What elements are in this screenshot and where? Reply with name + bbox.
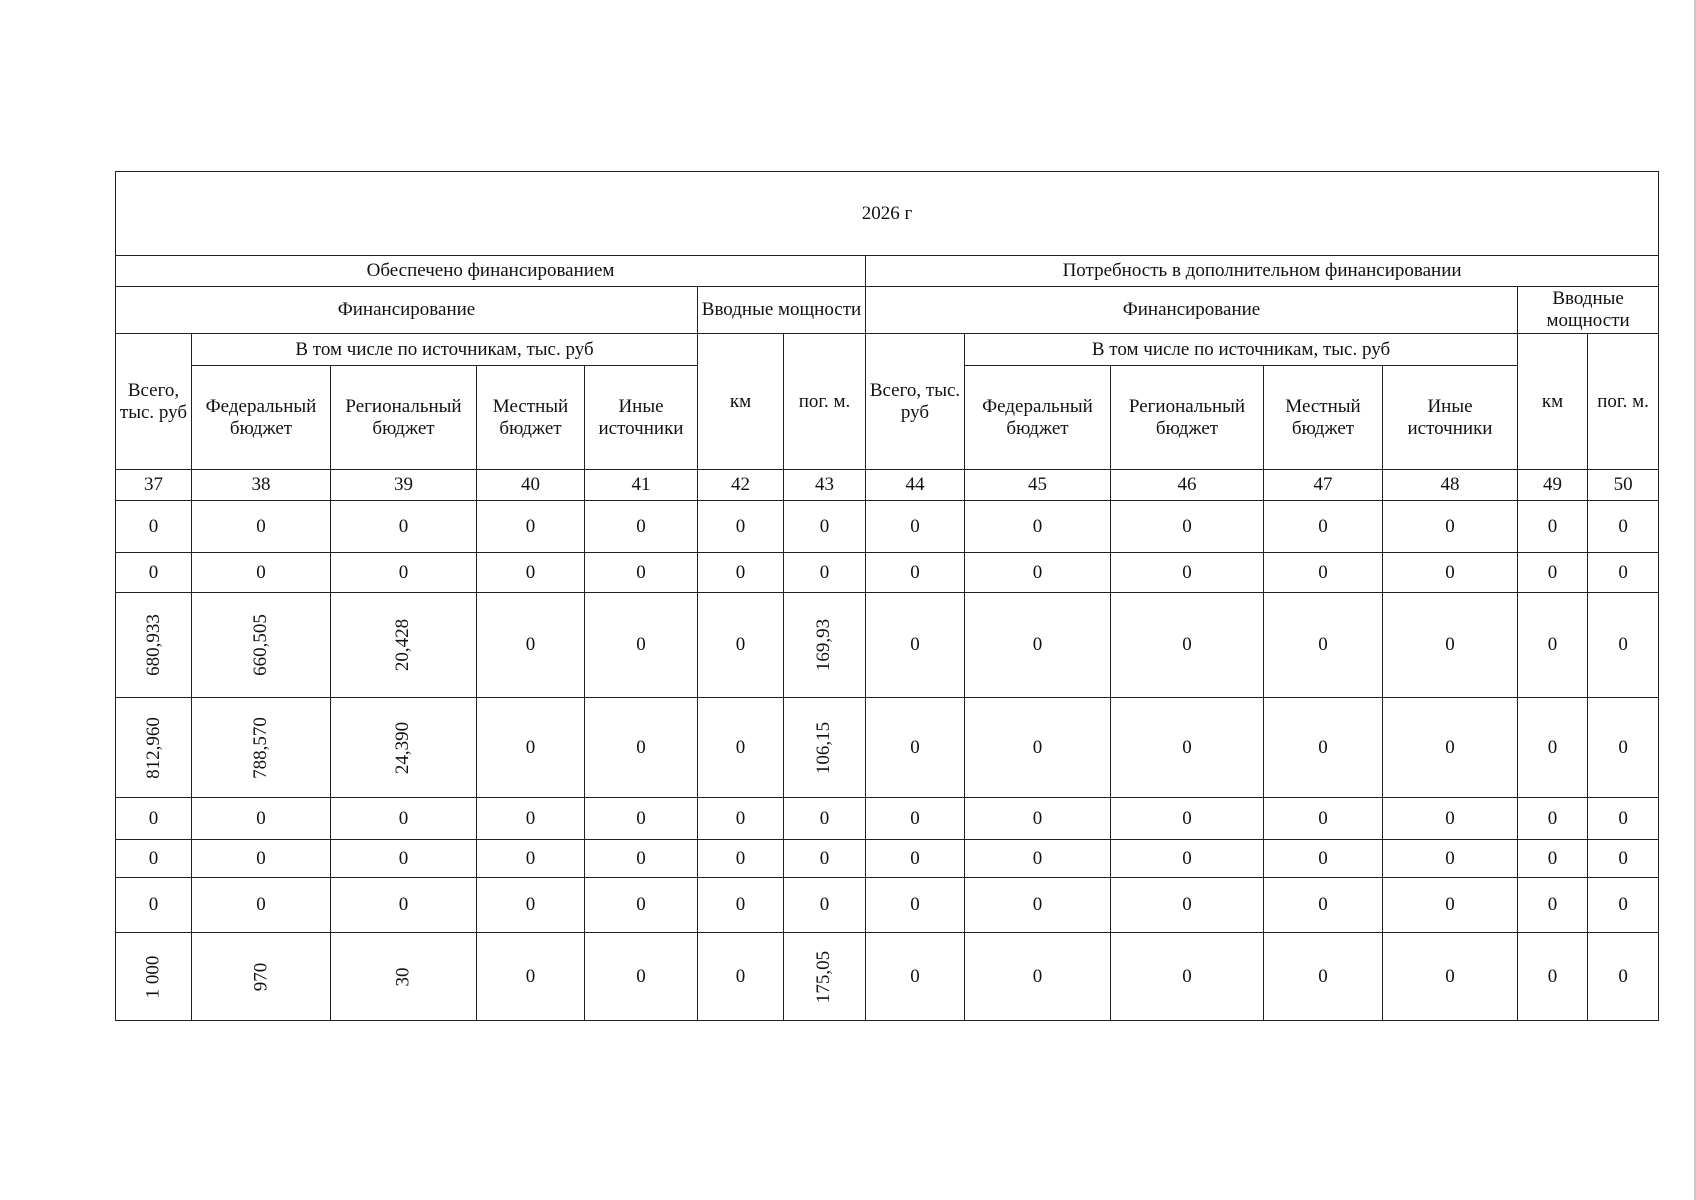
table-cell — [331, 501, 477, 553]
cell-value: 0 — [525, 965, 536, 987]
cell-value: 0 — [525, 847, 536, 869]
table-cell — [116, 878, 192, 933]
table-cell — [784, 501, 866, 553]
group-need: Потребность в дополнительном финансировании — [866, 256, 1659, 287]
cell-value: 0 — [819, 807, 830, 829]
cell-value: 0 — [910, 736, 920, 758]
cell-value: 0 — [1445, 894, 1455, 915]
cell-value: 0 — [735, 894, 746, 915]
table-cell — [1111, 933, 1264, 1021]
table-cell — [784, 798, 866, 840]
table-cell — [116, 501, 192, 553]
cell-value: 660,505 — [250, 614, 271, 676]
group-row — [116, 256, 1659, 287]
cell-value: 0 — [819, 847, 830, 869]
table-cell — [192, 698, 331, 798]
table-cell — [192, 553, 331, 593]
table-cell — [1518, 553, 1588, 593]
table-row — [116, 798, 1659, 840]
cell-value: 0 — [1032, 634, 1043, 655]
cell-value: 0 — [1618, 634, 1628, 655]
table-cell — [477, 878, 585, 933]
cell-value: 0 — [1547, 634, 1558, 655]
table-cell — [116, 698, 192, 798]
cell-value: 0 — [1318, 847, 1328, 869]
cell-value: 0 — [1445, 807, 1455, 829]
table-cell — [1383, 798, 1518, 840]
table-row — [116, 840, 1659, 878]
capacity-right: Вводные мощности — [1518, 287, 1659, 334]
table-cell — [965, 840, 1111, 878]
table-cell — [192, 593, 331, 698]
cell-value: 0 — [636, 965, 646, 987]
table-row — [116, 593, 1659, 698]
cell-value: 680,933 — [142, 614, 164, 676]
cell-value: 106,15 — [813, 721, 835, 774]
cell-value: 0 — [636, 561, 646, 583]
col-local: Местный бюджет — [477, 366, 585, 470]
table-cell — [1518, 501, 1588, 553]
table-cell — [331, 593, 477, 698]
table-cell — [698, 501, 784, 553]
cell-value: 0 — [1445, 515, 1455, 537]
col-other: Иные источники — [585, 366, 698, 470]
table-cell — [331, 698, 477, 798]
cell-value: 0 — [1618, 807, 1628, 829]
by-sources-right: В том числе по источникам, тыс. руб — [965, 334, 1518, 366]
cell-value: 0 — [525, 561, 536, 583]
table-cell — [192, 798, 331, 840]
cell-value: 0 — [1182, 634, 1192, 655]
cell-value: 0 — [1032, 894, 1043, 915]
cell-value: 0 — [1618, 515, 1628, 537]
table-cell — [1588, 933, 1659, 1021]
column-number: 48 — [1383, 470, 1518, 501]
cell-value: 0 — [148, 807, 159, 829]
table-cell — [965, 878, 1111, 933]
table-row — [116, 878, 1659, 933]
cell-value: 0 — [1182, 515, 1192, 537]
column-number: 38 — [192, 470, 331, 501]
cell-value: 0 — [910, 515, 920, 537]
column-number: 41 — [585, 470, 698, 501]
cell-value: 0 — [1032, 561, 1043, 583]
cell-value: 0 — [256, 561, 266, 583]
cell-value: 0 — [1547, 807, 1558, 829]
cell-value: 0 — [1547, 515, 1558, 537]
table-cell — [1264, 840, 1383, 878]
table-cell — [1111, 798, 1264, 840]
table-cell — [1518, 840, 1588, 878]
cell-value: 0 — [1032, 515, 1043, 537]
table-cell — [477, 501, 585, 553]
cell-value: 0 — [636, 736, 646, 758]
table-cell — [965, 553, 1111, 593]
table-cell — [698, 798, 784, 840]
cell-value: 20,428 — [392, 618, 414, 672]
table-cell — [965, 933, 1111, 1021]
table-row — [116, 698, 1659, 798]
cell-value: 0 — [256, 807, 266, 829]
cell-value: 0 — [910, 561, 920, 583]
table-cell — [477, 933, 585, 1021]
column-number: 39 — [331, 470, 477, 501]
table-cell — [477, 593, 585, 698]
table-cell — [477, 553, 585, 593]
table-body — [116, 501, 1659, 1021]
cell-value: 0 — [398, 807, 409, 829]
table-cell — [585, 933, 698, 1021]
table-cell — [192, 501, 331, 553]
table-cell — [1588, 798, 1659, 840]
table-cell — [116, 798, 192, 840]
table-cell — [477, 698, 585, 798]
cell-value: 0 — [1618, 965, 1628, 987]
table-cell — [585, 878, 698, 933]
table-cell — [116, 593, 192, 698]
cell-value: 0 — [1547, 736, 1558, 758]
cell-value: 0 — [1182, 965, 1192, 987]
col-total: Всего, тыс. руб — [116, 334, 192, 470]
column-number: 47 — [1264, 470, 1383, 501]
column-number: 37 — [116, 470, 192, 501]
table-cell — [1383, 933, 1518, 1021]
cell-value: 0 — [525, 807, 536, 829]
table-cell — [1383, 840, 1518, 878]
cell-value: 0 — [525, 634, 536, 655]
table-cell — [698, 933, 784, 1021]
cell-value: 0 — [1318, 965, 1328, 987]
table-cell — [1383, 698, 1518, 798]
col-km-right: км — [1518, 334, 1588, 470]
table-cell — [331, 878, 477, 933]
cell-value: 0 — [735, 965, 746, 987]
cell-value: 0 — [636, 847, 646, 869]
cell-value: 0 — [1618, 894, 1628, 915]
cell-value: 0 — [256, 847, 266, 869]
cell-value: 0 — [636, 634, 646, 655]
cell-value: 0 — [148, 515, 159, 537]
capacity-left: Вводные мощности — [698, 287, 866, 334]
table-row — [116, 553, 1659, 593]
table-cell — [1383, 878, 1518, 933]
cell-value: 0 — [1182, 894, 1192, 915]
table-cell — [866, 840, 965, 878]
cell-value: 0 — [1445, 736, 1455, 758]
table-cell — [866, 553, 965, 593]
group-secured: Обеспечено финансированием — [116, 256, 866, 287]
cell-value: 0 — [256, 515, 266, 537]
cell-value: 0 — [1618, 561, 1628, 583]
table-cell — [784, 933, 866, 1021]
cell-value: 0 — [525, 515, 536, 537]
table-cell — [1518, 593, 1588, 698]
table-cell — [1518, 698, 1588, 798]
cell-value: 0 — [398, 561, 409, 583]
cell-value: 0 — [1318, 736, 1328, 758]
table-cell — [784, 593, 866, 698]
table-cell — [965, 798, 1111, 840]
table-cell — [1588, 501, 1659, 553]
table-cell — [1111, 553, 1264, 593]
table-cell — [698, 840, 784, 878]
table-cell — [1588, 553, 1659, 593]
table-cell — [192, 878, 331, 933]
table-cell — [1111, 593, 1264, 698]
col-federal: Федеральный бюджет — [192, 366, 331, 470]
column-number: 46 — [1111, 470, 1264, 501]
cell-value: 1 000 — [142, 955, 164, 998]
cell-value: 0 — [398, 894, 409, 915]
table-cell — [1264, 878, 1383, 933]
table-cell — [116, 933, 192, 1021]
table-cell — [1383, 593, 1518, 698]
column-number: 45 — [965, 470, 1111, 501]
cell-value: 812,960 — [142, 716, 164, 779]
table-cell — [866, 933, 965, 1021]
cell-value: 0 — [1547, 965, 1558, 987]
cell-value: 0 — [910, 965, 920, 987]
cell-value: 0 — [735, 736, 746, 758]
cell-value: 0 — [735, 515, 746, 537]
table-cell — [698, 553, 784, 593]
table-cell — [116, 840, 192, 878]
table-cell — [1383, 553, 1518, 593]
table-row — [116, 933, 1659, 1021]
cell-value: 0 — [256, 894, 266, 915]
table-cell — [585, 501, 698, 553]
cell-value: 0 — [148, 847, 159, 869]
cell-value: 0 — [1318, 515, 1328, 537]
table-cell — [1518, 798, 1588, 840]
table-cell — [784, 553, 866, 593]
table-cell — [1518, 878, 1588, 933]
cell-value: 0 — [1182, 847, 1192, 869]
year-title: 2026 г — [116, 172, 1659, 256]
sources-row — [116, 334, 1659, 366]
table-cell — [1111, 878, 1264, 933]
col-pog-m: пог. м. — [784, 334, 866, 470]
column-number: 50 — [1588, 470, 1659, 501]
table-cell — [477, 840, 585, 878]
table-cell — [784, 698, 866, 798]
column-number: 40 — [477, 470, 585, 501]
cell-value: 0 — [1445, 965, 1455, 987]
cell-value: 0 — [398, 515, 409, 537]
cell-value: 0 — [1182, 561, 1192, 583]
subgroup-row — [116, 287, 1659, 334]
cell-value: 0 — [735, 561, 746, 583]
cell-value: 0 — [1318, 561, 1328, 583]
cell-value: 0 — [636, 807, 646, 829]
table-cell — [1264, 553, 1383, 593]
cell-value: 0 — [910, 807, 920, 829]
table-cell — [1111, 698, 1264, 798]
table-cell — [585, 553, 698, 593]
cell-value: 0 — [1547, 561, 1558, 583]
table-cell — [866, 878, 965, 933]
table-cell — [1111, 501, 1264, 553]
column-number: 44 — [866, 470, 965, 501]
cell-value: 0 — [1445, 561, 1455, 583]
cell-value: 0 — [735, 634, 746, 655]
column-number: 49 — [1518, 470, 1588, 501]
table-cell — [192, 840, 331, 878]
table-cell — [585, 798, 698, 840]
col-regional: Региональный бюджет — [331, 366, 477, 470]
cell-value: 788,570 — [250, 716, 271, 779]
table-cell — [698, 593, 784, 698]
cell-value: 169,93 — [813, 618, 835, 672]
cell-value: 175,05 — [813, 950, 835, 1003]
table-cell — [1588, 840, 1659, 878]
cell-value: 0 — [910, 634, 920, 655]
cell-value: 0 — [1318, 807, 1328, 829]
table-cell — [1111, 840, 1264, 878]
table-cell — [585, 698, 698, 798]
column-numbers-row — [116, 470, 1659, 501]
cell-value: 0 — [1318, 634, 1328, 655]
cell-value: 30 — [392, 967, 414, 986]
table-cell — [965, 593, 1111, 698]
table-cell — [784, 840, 866, 878]
financing-table — [115, 171, 1659, 1021]
table-cell — [784, 878, 866, 933]
cell-value: 970 — [250, 962, 271, 991]
table-cell — [698, 698, 784, 798]
cell-value: 0 — [819, 561, 830, 583]
cell-value: 0 — [525, 894, 536, 915]
col-km: км — [698, 334, 784, 470]
cell-value: 0 — [525, 736, 536, 758]
table-cell — [1264, 593, 1383, 698]
cell-value: 0 — [1182, 807, 1192, 829]
table-cell — [1264, 501, 1383, 553]
table-cell — [331, 798, 477, 840]
table-cell — [331, 840, 477, 878]
table-cell — [1264, 798, 1383, 840]
table-cell — [585, 593, 698, 698]
cell-value: 0 — [148, 561, 159, 583]
column-number: 43 — [784, 470, 866, 501]
cell-value: 0 — [1547, 894, 1558, 915]
cell-value: 0 — [148, 894, 159, 915]
col-total-right: Всего, тыс. руб — [866, 334, 965, 470]
cell-value: 0 — [910, 847, 920, 869]
table-cell — [1588, 593, 1659, 698]
cell-value: 0 — [398, 847, 409, 869]
cell-value: 0 — [1618, 736, 1628, 758]
col-pog-m-right: пог. м. — [1588, 334, 1659, 470]
table-cell — [585, 840, 698, 878]
cell-value: 0 — [910, 894, 920, 915]
table-cell — [1588, 698, 1659, 798]
table-cell — [1383, 501, 1518, 553]
table-cell — [866, 501, 965, 553]
cell-value: 0 — [1547, 847, 1558, 869]
cell-value: 0 — [735, 847, 746, 869]
cell-value: 0 — [636, 515, 646, 537]
table-row — [116, 501, 1659, 553]
col-other-right: Иные источники — [1383, 366, 1518, 470]
cell-value: 0 — [1445, 634, 1455, 655]
cell-value: 0 — [1032, 847, 1043, 869]
col-local-right: Местный бюджет — [1264, 366, 1383, 470]
table-cell — [1518, 933, 1588, 1021]
financing-left: Финансирование — [116, 287, 698, 334]
column-number: 42 — [698, 470, 784, 501]
cell-value: 0 — [819, 894, 830, 915]
cell-value: 0 — [1032, 736, 1043, 758]
col-regional-right: Региональный бюджет — [1111, 366, 1264, 470]
table-cell — [1588, 878, 1659, 933]
table-cell — [116, 553, 192, 593]
cell-value: 0 — [1445, 847, 1455, 869]
cell-value: 24,390 — [392, 721, 414, 774]
by-sources-left: В том числе по источникам, тыс. руб — [192, 334, 698, 366]
table-cell — [698, 878, 784, 933]
financing-right: Финансирование — [866, 287, 1518, 334]
title-row — [116, 172, 1659, 256]
table-cell — [866, 698, 965, 798]
table-cell — [1264, 933, 1383, 1021]
cell-value: 0 — [735, 807, 746, 829]
table-cell — [866, 593, 965, 698]
table-cell — [1264, 698, 1383, 798]
table-cell — [477, 798, 585, 840]
cell-value: 0 — [1032, 807, 1043, 829]
cell-value: 0 — [819, 515, 830, 537]
cell-value: 0 — [636, 894, 646, 915]
table-cell — [965, 698, 1111, 798]
table-cell — [965, 501, 1111, 553]
table-cell — [192, 933, 331, 1021]
table-cell — [331, 933, 477, 1021]
cell-value: 0 — [1182, 736, 1192, 758]
table-cell — [331, 553, 477, 593]
table-cell — [866, 798, 965, 840]
cell-value: 0 — [1032, 965, 1043, 987]
cell-value: 0 — [1318, 894, 1328, 915]
cell-value: 0 — [1618, 847, 1628, 869]
col-federal-right: Федеральный бюджет — [965, 366, 1111, 470]
